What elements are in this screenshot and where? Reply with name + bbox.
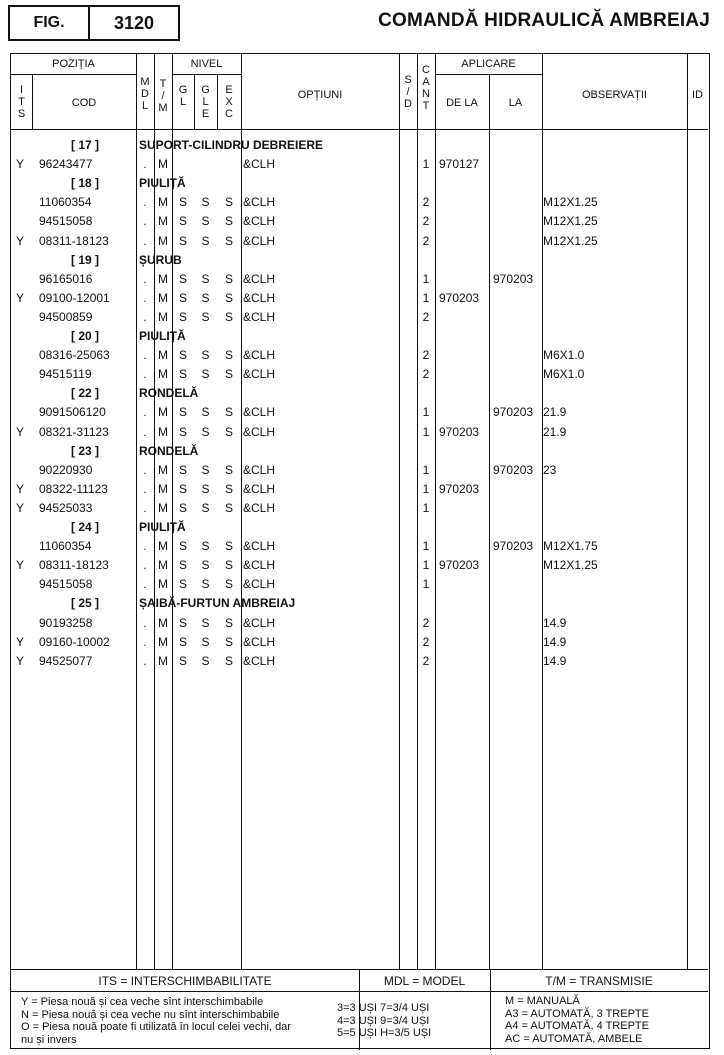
to-date: 970203 (493, 462, 534, 477)
exc-value: S (224, 195, 233, 210)
option-value: &CLH (243, 309, 276, 324)
gl-value: S (178, 405, 187, 420)
option-value: &CLH (243, 653, 276, 668)
gl-value: S (178, 309, 187, 324)
mdl-value: . (143, 500, 147, 515)
tm-value: M (158, 348, 168, 363)
to-date: 970203 (493, 405, 534, 420)
la-col-line (542, 54, 543, 969)
gl-value: S (178, 424, 187, 439)
option-value: &CLH (243, 157, 276, 172)
its-value: Y (16, 157, 25, 172)
gl-value: S (178, 271, 187, 286)
gle-value: S (201, 290, 210, 305)
gl-value: S (178, 367, 187, 382)
exc-value: S (224, 462, 233, 477)
mdl-value: . (143, 462, 147, 477)
to-date: 970203 (493, 271, 534, 286)
from-date: 970127 (439, 157, 480, 172)
header-letter: L (141, 100, 149, 112)
observation: 23 (543, 462, 557, 477)
header-letter: L (202, 96, 209, 108)
cant-col-line (435, 54, 436, 969)
header-letter: M (158, 102, 168, 114)
gle-value: S (201, 309, 210, 324)
mdl-value: . (143, 481, 147, 496)
part-code: 08316-25063 (39, 348, 110, 363)
header-mdl (136, 76, 154, 112)
tm-value: M (158, 195, 168, 210)
part-code: 94525077 (39, 653, 93, 668)
quantity-value: 2 (422, 615, 430, 630)
header-letter: C (225, 108, 233, 120)
part-code: 08311-18123 (39, 558, 109, 573)
observation: M12X1.75 (543, 539, 598, 554)
exc-value: S (224, 653, 233, 668)
its-value: Y (16, 634, 25, 649)
legend-its-title: ITS = INTERSCHIMBABILITATE (98, 974, 272, 988)
header-nivel: NIVEL (190, 58, 223, 70)
observation: 14.9 (543, 615, 567, 630)
option-value: &CLH (243, 634, 276, 649)
mdl-value: . (143, 558, 147, 573)
mdl-value: . (143, 157, 147, 172)
part-group-name: RONDELĂ (139, 386, 199, 401)
header-letter: D (141, 88, 149, 100)
quantity-value: 1 (422, 271, 430, 286)
option-value: &CLH (243, 615, 276, 630)
quantity-value: 1 (422, 462, 430, 477)
mdl-value: . (143, 615, 147, 630)
its-value: Y (16, 290, 25, 305)
mdl-value: . (143, 309, 147, 324)
exc-value: S (224, 309, 233, 324)
part-code: 96165016 (39, 271, 93, 286)
quantity-value: 2 (422, 634, 430, 649)
gle-value: S (201, 462, 210, 477)
legend-line: 3=3 UȘI 7=3/4 UȘI (337, 1002, 430, 1014)
fig-number: 3120 (88, 5, 180, 41)
header-dela: DE LA (446, 97, 478, 109)
legend-line: nu și invers (21, 1033, 77, 1046)
pozitia-divider (11, 74, 136, 75)
header-letter: M (140, 76, 150, 88)
observation: 14.9 (543, 653, 567, 668)
observation: M12X1.25 (543, 558, 598, 573)
exc-value: S (224, 615, 233, 630)
its-value: Y (16, 500, 25, 515)
gl-value: S (178, 634, 187, 649)
header-gle (194, 84, 217, 120)
gle-value: S (201, 271, 210, 286)
gle-value: S (201, 348, 210, 363)
legend-line: 4=3 UȘI 9=3/4 UȘI (337, 1014, 430, 1027)
tm-value: M (158, 290, 168, 305)
legend-line: A3 = AUTOMATĂ, 3 TREPTE (505, 1007, 649, 1020)
part-group-name: PIULIȚĂ (139, 329, 186, 343)
mdl-value: . (143, 634, 147, 649)
page-title: COMANDĂ HIDRAULICĂ AMBREIAJ (378, 10, 710, 31)
fig-label: FIG. (8, 5, 90, 41)
to-date: 970203 (493, 539, 534, 554)
exc-value: S (224, 405, 233, 420)
option-value: &CLH (243, 405, 276, 420)
legend-line: 5=5 UȘI H=3/5 UȘI (337, 1027, 432, 1039)
option-value: &CLH (243, 290, 276, 305)
part-group-name: PIULIȚĂ (139, 176, 186, 191)
header-letter: L (179, 96, 187, 108)
option-value: &CLH (243, 195, 276, 210)
exc-value: S (224, 290, 233, 305)
header-aplicare: APLICARE (461, 58, 516, 70)
legend-line: O = Piesa nouă poate fi utilizată în locul celei vechi, dar (21, 1021, 291, 1033)
part-code: 94515119 (39, 367, 92, 382)
tm-value: M (158, 615, 168, 630)
option-value: &CLH (243, 539, 276, 554)
part-group-name: RONDELĂ (139, 443, 199, 458)
from-date: 970203 (439, 481, 480, 496)
header-observatii: OBSERVAȚII (581, 89, 647, 101)
position-number: [ 17 ] (71, 138, 100, 152)
observation: M6X1.0 (543, 348, 585, 363)
part-code: 11060354 (39, 195, 92, 210)
part-code: 9091506120 (39, 405, 106, 420)
header-letter: G (201, 84, 210, 96)
header-exc (217, 84, 241, 120)
exc-value: S (224, 424, 233, 439)
from-date: 970203 (439, 424, 480, 439)
exc-value: S (224, 214, 233, 229)
observation: 21.9 (543, 405, 567, 420)
exc-value: S (224, 577, 233, 592)
its-value: Y (16, 481, 25, 496)
gl-value: S (178, 214, 187, 229)
quantity-value: 2 (422, 348, 430, 363)
nivel-divider (172, 74, 241, 75)
gle-value: S (201, 367, 210, 382)
mdl-value: . (143, 367, 147, 382)
quantity-value: 1 (422, 405, 430, 420)
gl-value: S (178, 290, 187, 305)
gl-value: S (178, 233, 187, 248)
exc-value: S (224, 558, 233, 573)
header-gl (172, 84, 194, 108)
gle-value: S (201, 481, 210, 496)
quantity-value: 1 (422, 424, 430, 439)
part-code: 94515058 (39, 577, 93, 592)
legend-line: M = MANUALĂ (505, 995, 580, 1007)
observation: 21.9 (543, 424, 567, 439)
quantity-value: 2 (422, 195, 430, 210)
mdl-value: . (143, 195, 147, 210)
tm-value: M (158, 367, 168, 382)
exc-value: S (224, 481, 233, 496)
legend-line: N = Piesa nouă și cea veche nu sînt interschimbabile (21, 1008, 280, 1021)
header-letter: T (159, 78, 167, 90)
gle-value: S (201, 233, 210, 248)
quantity-value: 2 (422, 367, 430, 382)
mdl-value: . (143, 348, 147, 363)
gle-value: S (201, 577, 210, 592)
obs-col-line (687, 54, 688, 969)
header-letter: I (19, 84, 24, 96)
mdl-value: . (143, 233, 147, 248)
mdl-value: . (143, 214, 147, 229)
exc-value: S (224, 367, 233, 382)
option-value: &CLH (243, 500, 276, 515)
quantity-value: 1 (422, 539, 430, 554)
gl-value: S (178, 195, 187, 210)
option-value: &CLH (243, 214, 276, 229)
option-value: &CLH (243, 462, 276, 477)
mdl-value: . (143, 577, 147, 592)
header-tm (154, 78, 172, 114)
observation: M6X1.0 (543, 367, 585, 382)
header-letter: T (422, 100, 430, 112)
mdl-value: . (143, 539, 147, 554)
gle-value: S (201, 195, 210, 210)
exc-value: S (224, 348, 233, 363)
tm-value: M (158, 653, 168, 668)
dela-col-line (489, 74, 490, 969)
exc-value: S (224, 634, 233, 649)
tm-value: M (158, 634, 168, 649)
gle-value: S (201, 634, 210, 649)
part-code: 08321-31123 (39, 424, 109, 439)
header-letter: S (17, 108, 26, 120)
header-cant (417, 64, 435, 112)
tm-value: M (158, 481, 168, 496)
mdl-value: . (143, 653, 147, 668)
header-bottom-line (11, 129, 708, 130)
mdl-value: . (143, 290, 147, 305)
observation: M12X1.25 (543, 214, 598, 229)
part-group-name: ȘURUB (139, 252, 182, 267)
gl-value: S (178, 558, 187, 573)
header-its (11, 84, 32, 120)
quantity-value: 2 (422, 214, 430, 229)
header-letter: X (225, 96, 233, 108)
from-date: 970203 (439, 290, 480, 305)
part-code: 94525033 (39, 500, 93, 515)
quantity-value: 2 (422, 653, 430, 668)
option-value: &CLH (243, 233, 276, 248)
position-number: [ 20 ] (71, 329, 100, 343)
header-pozitia: POZIȚIA (52, 58, 95, 70)
header-letter: / (161, 90, 165, 102)
header-sd (399, 74, 417, 110)
part-code: 90193258 (39, 615, 93, 630)
legend-tm-title: T/M = TRANSMISIE (545, 974, 653, 988)
tm-value: M (158, 577, 168, 592)
tm-value: M (158, 539, 168, 554)
gl-value: S (178, 462, 187, 477)
header-letter: G (178, 84, 188, 96)
position-number: [ 23 ] (71, 443, 100, 458)
quantity-value: 2 (422, 309, 430, 324)
header-letter: E (201, 108, 210, 120)
header-letter: / (406, 86, 410, 98)
header-cod: COD (71, 97, 97, 109)
its-value: Y (16, 558, 25, 573)
part-group-name: PIULIȚĂ (139, 520, 186, 534)
legend-mdl-title: MDL = MODEL (383, 974, 466, 988)
tm-value: M (158, 558, 168, 573)
observation: M12X1.25 (543, 195, 598, 210)
gle-value: S (201, 424, 210, 439)
observation: 14.9 (543, 634, 567, 649)
part-code: 08322-11123 (39, 481, 108, 496)
from-date: 970203 (439, 558, 480, 573)
its-value: Y (16, 653, 25, 668)
gle-value: S (201, 653, 210, 668)
part-code: 94500859 (39, 309, 93, 324)
part-code: 11060354 (39, 539, 92, 554)
exc-value: S (224, 539, 233, 554)
part-code: 94515058 (39, 214, 93, 229)
its-value: Y (16, 424, 25, 439)
gle-value: S (201, 558, 210, 573)
part-code: 96243477 (39, 157, 93, 172)
header-letter: S (404, 74, 412, 86)
part-group-name: ȘAIBĂ-FURTUN AMBREIAJ (139, 596, 296, 611)
gle-value: S (201, 500, 210, 515)
header-letter: A (422, 76, 430, 88)
part-code: 90220930 (39, 462, 93, 477)
option-value: &CLH (243, 424, 276, 439)
observation: M12X1.25 (543, 233, 598, 248)
header-letter: E (225, 84, 233, 96)
gl-value: S (178, 500, 187, 515)
option-value: &CLH (243, 558, 276, 573)
quantity-value: 1 (422, 500, 430, 515)
option-value: &CLH (243, 271, 276, 286)
gl-value: S (178, 615, 187, 630)
quantity-value: 1 (422, 157, 430, 172)
gle-value: S (201, 214, 210, 229)
option-value: &CLH (243, 367, 276, 382)
position-number: [ 19 ] (71, 252, 100, 267)
quantity-value: 1 (422, 577, 430, 592)
header-letter: D (404, 98, 412, 110)
tm-value: M (158, 500, 168, 515)
exc-value: S (224, 271, 233, 286)
position-number: [ 24 ] (71, 520, 100, 534)
header-la: LA (508, 97, 523, 109)
part-group-name: SUPORT-CILINDRU DEBREIERE (139, 138, 324, 152)
legend-line: AC = AUTOMATĂ, AMBELE (505, 1032, 643, 1045)
tm-value: M (158, 309, 168, 324)
option-value: &CLH (243, 481, 276, 496)
parts-table (10, 53, 710, 1049)
gle-value: S (201, 615, 210, 630)
header-optiuni: OPȚIUNI (297, 89, 343, 101)
legend-line: Y = Piesa nouă și cea veche sînt interschimbabile (21, 996, 264, 1008)
gle-value: S (201, 539, 210, 554)
exc-value: S (224, 233, 233, 248)
quantity-value: 1 (422, 290, 430, 305)
option-value: &CLH (243, 577, 276, 592)
position-number: [ 22 ] (71, 386, 100, 401)
quantity-value: 1 (422, 481, 430, 496)
tm-value: M (158, 405, 168, 420)
optiuni-col-line (399, 54, 400, 969)
tm-value: M (158, 233, 168, 248)
legend-line: A4 = AUTOMATĂ, 4 TREPTE (505, 1020, 649, 1032)
tm-value: M (158, 424, 168, 439)
part-code: 09100-12001 (39, 290, 110, 305)
position-number: [ 25 ] (71, 596, 100, 611)
gl-value: S (178, 348, 187, 363)
tm-value: M (158, 157, 168, 172)
quantity-value: 1 (422, 558, 430, 573)
exc-value: S (224, 500, 233, 515)
position-number: [ 18 ] (71, 176, 100, 191)
tm-value: M (158, 271, 168, 286)
header-id: ID (692, 89, 703, 101)
mdl-value: . (143, 271, 147, 286)
mdl-value: . (143, 424, 147, 439)
header-letter: C (422, 64, 430, 76)
option-value: &CLH (243, 348, 276, 363)
gl-value: S (178, 653, 187, 668)
mdl-value: . (143, 405, 147, 420)
header-letter: N (422, 88, 430, 100)
quantity-value: 2 (422, 233, 430, 248)
part-code: 09160-10002 (39, 634, 110, 649)
tm-value: M (158, 214, 168, 229)
gle-value: S (201, 405, 210, 420)
part-code: 08311-18123 (39, 233, 109, 248)
nivel-col-line (241, 54, 242, 969)
header-letter: T (18, 96, 25, 108)
gl-value: S (178, 481, 187, 496)
gl-value: S (178, 539, 187, 554)
its-value: Y (16, 233, 25, 248)
tm-value: M (158, 462, 168, 477)
gl-value: S (178, 577, 187, 592)
